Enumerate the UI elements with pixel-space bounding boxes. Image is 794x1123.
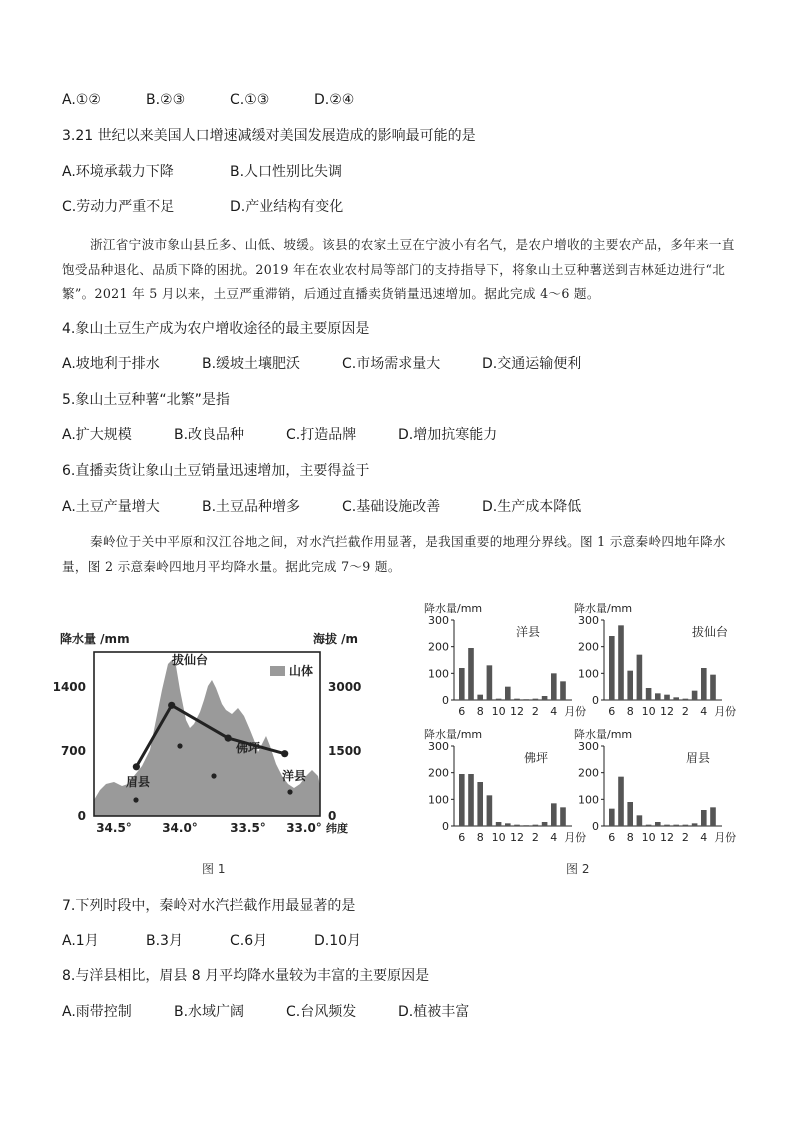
fig2-panel-1-bar-12 bbox=[664, 695, 670, 700]
fig2-panel-1-ylabel: 降水量/mm bbox=[574, 602, 633, 615]
q3-option-a: A.环境承载力下降 bbox=[62, 164, 174, 180]
fig2-panel-1-xunit: 月份 bbox=[714, 705, 737, 718]
fig2-panel-3-bar-2 bbox=[683, 825, 689, 826]
fig2-panel-2-xunit: 月份 bbox=[564, 831, 587, 844]
fig2-panel-3-xtick-1: 8 bbox=[626, 831, 634, 844]
fig1-left-axis-label: 降水量 /mm bbox=[60, 632, 130, 646]
fig1-legend-label: 山体 bbox=[289, 664, 314, 678]
fig1-caption: 图 1 bbox=[202, 862, 226, 876]
q2-option-c: C.①③ bbox=[230, 92, 270, 108]
fig2-panel-0-bar-10 bbox=[496, 699, 502, 700]
fig2-panel-0-bar-1 bbox=[523, 699, 529, 700]
fig2-panel-1-bar-1 bbox=[673, 697, 679, 700]
fig2-panel-1-bar-11 bbox=[655, 693, 661, 700]
fig2-panel-0-xtick-4: 2 bbox=[531, 705, 539, 718]
q6-option-c: C.基础设施改善 bbox=[342, 499, 441, 515]
fig2-panel-0-bar-8 bbox=[477, 695, 483, 700]
q4-option-a: A.坡地利于排水 bbox=[62, 356, 160, 372]
fig2-panel-3-xtick-4: 2 bbox=[681, 831, 689, 844]
fig1-left-tick-700: 700 bbox=[60, 744, 86, 758]
q2-option-a: A.①② bbox=[62, 92, 101, 108]
station-marker-0 bbox=[133, 797, 138, 802]
fig2-panel-2-xtick-3: 12 bbox=[510, 831, 524, 844]
fig2-panel-2-bar-5 bbox=[560, 807, 566, 826]
q7-option-b: B.3月 bbox=[146, 933, 183, 949]
q7-option-c: C.6月 bbox=[230, 933, 268, 949]
fig1-x-tick-3: 33.0° bbox=[286, 821, 322, 835]
q5-option-b: B.改良品种 bbox=[174, 427, 245, 443]
fig2-panel-2-bar-9 bbox=[487, 795, 493, 826]
fig2-panel-3-xtick-0: 6 bbox=[608, 831, 616, 844]
q5-option-c: C.打造品牌 bbox=[286, 427, 357, 443]
fig2-panel-3-bar-9 bbox=[637, 815, 643, 826]
q4-option-c: C.市场需求量大 bbox=[342, 356, 441, 372]
fig1-right-tick-3000: 3000 bbox=[328, 680, 362, 694]
figure-1-chart bbox=[52, 600, 362, 840]
fig2-panel-2-bar-7 bbox=[468, 774, 474, 826]
fig2-panel-2-bar-4 bbox=[551, 803, 557, 826]
q8-stem: 8.与洋县相比，眉县 8 月平均降水量较为丰富的主要原因是 bbox=[62, 968, 430, 984]
fig1-right-tick-1500: 1500 bbox=[328, 744, 362, 758]
fig2-panel-3-xtick-3: 12 bbox=[660, 831, 674, 844]
q4-option-d: D.交通运输便利 bbox=[482, 356, 582, 372]
fig2-panel-3-ytick-0: 0 bbox=[592, 820, 599, 833]
fig2-panel-1-bar-7 bbox=[618, 625, 624, 700]
fig2-panel-2-bar-2 bbox=[533, 825, 539, 826]
fig2-panel-2-name: 佛坪 bbox=[524, 751, 549, 765]
fig1-site-foping: 佛坪 bbox=[235, 741, 261, 755]
fig1-x-tick-1: 34.0° bbox=[162, 821, 198, 835]
fig2-panel-3-xunit: 月份 bbox=[714, 831, 737, 844]
fig2-panel-1-bar-10 bbox=[646, 688, 652, 700]
fig2-panel-3-bar-1 bbox=[673, 825, 679, 826]
fig2-panel-1-xtick-1: 8 bbox=[626, 705, 634, 718]
fig2-panel-2-xtick-2: 10 bbox=[491, 831, 506, 844]
figure-2-chart bbox=[422, 594, 737, 852]
fig1-site-baxiantai: 拔仙台 bbox=[171, 653, 209, 667]
fig2-panel-1-bar-2 bbox=[683, 699, 689, 700]
passage-xiangshan-potato: 浙江省宁波市象山县丘多、山低、坡缓。该县的农家土豆在宁波小有名气，是农户增收的主要农产品，多年来一直饱受品种退化、品质下降的困扰。2019 年在农业农村局等部门的支持指导下，将象山土豆种薯送到吉林延边进行“北繁”。2021 年 5 月以来，土豆严重滞销，后通过直播卖货销量迅速增加。据此完成 4～6 题。 bbox=[62, 237, 735, 301]
fig2-panel-1-xtick-0: 6 bbox=[608, 705, 616, 718]
fig2-panel-2 bbox=[424, 727, 586, 844]
fig1-left-tick-1400: 1400 bbox=[52, 680, 86, 694]
fig2-panel-3-name: 眉县 bbox=[686, 751, 711, 765]
fig1-right-axis-label: 海拔 /m bbox=[313, 632, 359, 646]
q2-option-b: B.②③ bbox=[146, 92, 186, 108]
fig2-panel-3-ytick-1: 100 bbox=[578, 793, 599, 807]
fig2-panel-3-bar-8 bbox=[627, 802, 633, 826]
fig2-panel-0-bar-6 bbox=[459, 668, 465, 700]
fig1-x-unit: 纬度 bbox=[326, 822, 348, 835]
fig2-panel-3 bbox=[574, 727, 736, 844]
q7-option-a: A.1月 bbox=[62, 933, 99, 949]
q6-option-d: D.生产成本降低 bbox=[482, 499, 582, 515]
precip-point-2 bbox=[225, 735, 232, 742]
fig2-panel-1-bar-4 bbox=[701, 668, 707, 700]
q5-stem: 5.象山土豆种薯“北繁”是指 bbox=[62, 392, 230, 408]
fig2-panel-0-ylabel: 降水量/mm bbox=[424, 602, 483, 615]
q5-option-d: D.增加抗寒能力 bbox=[398, 427, 498, 443]
fig2-panel-2-bar-12 bbox=[514, 825, 520, 826]
q4-stem: 4.象山土豆生产成为农户增收途径的最主要原因是 bbox=[62, 321, 370, 337]
q3-stem: 3.21 世纪以来美国人口增速减缓对美国发展造成的影响最可能的是 bbox=[62, 128, 476, 144]
precip-point-0 bbox=[133, 763, 140, 770]
q3-option-d: D.产业结构有变化 bbox=[230, 199, 344, 215]
fig1-x-tick-2: 33.5° bbox=[230, 821, 266, 835]
fig2-panel-2-ylabel: 降水量/mm bbox=[424, 728, 483, 741]
fig2-panel-2-xtick-4: 2 bbox=[531, 831, 539, 844]
q8-option-a: A.雨带控制 bbox=[62, 1004, 132, 1020]
fig1-x-tick-0: 34.5° bbox=[96, 821, 132, 835]
fig2-panel-0-bar-2 bbox=[533, 699, 539, 700]
fig2-panel-2-bar-1 bbox=[523, 825, 529, 826]
q5-option-a: A.扩大规模 bbox=[62, 427, 132, 443]
fig2-panel-2-bar-8 bbox=[477, 782, 483, 826]
fig2-panel-0-bar-11 bbox=[505, 687, 511, 700]
fig2-panel-1-xtick-2: 10 bbox=[641, 705, 656, 718]
station-marker-3 bbox=[287, 789, 292, 794]
q2-option-d: D.②④ bbox=[314, 92, 355, 108]
fig2-panel-2-ytick-2: 200 bbox=[428, 766, 449, 780]
fig2-panel-1-bar-8 bbox=[627, 671, 633, 700]
fig2-panel-0-bar-3 bbox=[542, 696, 548, 700]
q3-option-b: B.人口性别比失调 bbox=[230, 164, 343, 180]
fig2-panel-1-xtick-3: 12 bbox=[660, 705, 674, 718]
fig2-panel-0-name: 洋县 bbox=[516, 625, 541, 639]
fig2-panel-0-xtick-5: 4 bbox=[550, 705, 558, 718]
q8-option-d: D.植被丰富 bbox=[398, 1004, 470, 1020]
fig2-panel-2-xtick-5: 4 bbox=[550, 831, 558, 844]
fig2-panel-3-ytick-3: 300 bbox=[578, 740, 599, 753]
fig2-panel-0-bar-9 bbox=[487, 665, 493, 700]
fig2-panel-0-ytick-0: 0 bbox=[442, 694, 449, 707]
q6-option-b: B.土豆品种增多 bbox=[202, 499, 301, 515]
fig2-panel-0-bar-4 bbox=[551, 673, 557, 700]
precip-point-3 bbox=[281, 750, 288, 757]
fig2-panel-3-xtick-2: 10 bbox=[641, 831, 656, 844]
fig2-panel-3-bar-6 bbox=[609, 809, 615, 826]
fig2-panel-2-xtick-1: 8 bbox=[476, 831, 484, 844]
fig2-panel-3-bar-3 bbox=[692, 823, 698, 826]
fig2-panel-3-bar-11 bbox=[655, 822, 661, 826]
fig2-panel-0-xtick-0: 6 bbox=[458, 705, 466, 718]
station-marker-2 bbox=[211, 773, 216, 778]
fig2-panel-1-bar-9 bbox=[637, 655, 643, 700]
fig2-panel-3-bar-7 bbox=[618, 777, 624, 826]
fig2-panel-3-ylabel: 降水量/mm bbox=[574, 728, 633, 741]
fig2-panel-0-ytick-3: 300 bbox=[428, 614, 449, 627]
fig2-panel-1-ytick-2: 200 bbox=[578, 640, 599, 654]
station-marker-1 bbox=[177, 743, 182, 748]
q8-option-b: B.水域广阔 bbox=[174, 1004, 245, 1020]
q4-option-b: B.缓坡土壤肥沃 bbox=[202, 356, 301, 372]
fig2-panel-0-bar-12 bbox=[514, 699, 520, 700]
fig2-panel-0-ytick-2: 200 bbox=[428, 640, 449, 654]
fig1-right-tick-0: 0 bbox=[328, 809, 337, 823]
q7-stem: 7.下列时段中，秦岭对水汽拦截作用最显著的是 bbox=[62, 898, 356, 914]
q7-option-d: D.10月 bbox=[314, 933, 362, 949]
fig2-panel-3-bar-4 bbox=[701, 810, 707, 826]
fig2-panel-2-bar-10 bbox=[496, 822, 502, 826]
fig2-panel-1-ytick-3: 300 bbox=[578, 614, 599, 627]
passage-qinling: 秦岭位于关中平原和汉江谷地之间，对水汽拦截作用显著，是我国重要的地理分界线。图 1 示意秦岭四地年降水量，图 2 示意秦岭四地月平均降水量。据此完成 7～9 题。 bbox=[62, 534, 726, 574]
fig2-panel-1-ytick-0: 0 bbox=[592, 694, 599, 707]
fig2-panel-2-bar-3 bbox=[542, 822, 548, 826]
fig2-panel-1-bar-6 bbox=[609, 636, 615, 700]
fig2-panel-1-ytick-1: 100 bbox=[578, 667, 599, 681]
fig2-panel-0-xtick-3: 12 bbox=[510, 705, 524, 718]
fig2-panel-2-bar-11 bbox=[505, 823, 511, 826]
q6-stem: 6.直播卖货让象山土豆销量迅速增加，主要得益于 bbox=[62, 463, 370, 479]
fig2-panel-1 bbox=[574, 601, 736, 718]
fig2-panel-0 bbox=[424, 601, 586, 718]
fig2-panel-0-xtick-1: 8 bbox=[476, 705, 484, 718]
mountain-profile bbox=[94, 660, 320, 816]
fig1-site-yangxian: 洋县 bbox=[281, 769, 307, 783]
fig2-panel-2-xtick-0: 6 bbox=[458, 831, 466, 844]
fig2-panel-1-xtick-4: 2 bbox=[681, 705, 689, 718]
fig1-left-tick-0: 0 bbox=[77, 809, 86, 823]
fig2-panel-2-ytick-3: 300 bbox=[428, 740, 449, 753]
fig2-panel-2-ytick-0: 0 bbox=[442, 820, 449, 833]
fig2-panel-0-bar-7 bbox=[468, 648, 474, 700]
fig2-panel-0-ytick-1: 100 bbox=[428, 667, 449, 681]
fig2-panel-2-bar-6 bbox=[459, 774, 465, 826]
fig2-panel-1-xtick-5: 4 bbox=[700, 705, 708, 718]
fig2-panel-2-ytick-1: 100 bbox=[428, 793, 449, 807]
fig2-panel-3-bar-10 bbox=[646, 825, 652, 826]
fig2-panel-3-xtick-5: 4 bbox=[700, 831, 708, 844]
fig2-panel-0-xunit: 月份 bbox=[564, 705, 587, 718]
fig2-panel-3-bar-12 bbox=[664, 825, 670, 826]
q6-option-a: A.土豆产量增大 bbox=[62, 499, 160, 515]
fig2-panel-1-bar-3 bbox=[692, 691, 698, 700]
fig2-panel-0-bar-5 bbox=[560, 681, 566, 700]
q8-option-c: C.台风频发 bbox=[286, 1004, 357, 1020]
precip-point-1 bbox=[168, 702, 175, 709]
fig2-panel-0-xtick-2: 10 bbox=[491, 705, 506, 718]
fig2-panel-3-bar-5 bbox=[710, 807, 716, 826]
fig2-caption: 图 2 bbox=[566, 862, 590, 876]
fig2-panel-1-bar-5 bbox=[710, 675, 716, 700]
fig1-site-meixian: 眉县 bbox=[125, 775, 151, 789]
q3-option-c: C.劳动力严重不足 bbox=[62, 199, 175, 215]
fig2-panel-1-name: 拔仙台 bbox=[692, 625, 729, 639]
fig1-legend-swatch bbox=[270, 666, 285, 676]
fig2-panel-3-ytick-2: 200 bbox=[578, 766, 599, 780]
